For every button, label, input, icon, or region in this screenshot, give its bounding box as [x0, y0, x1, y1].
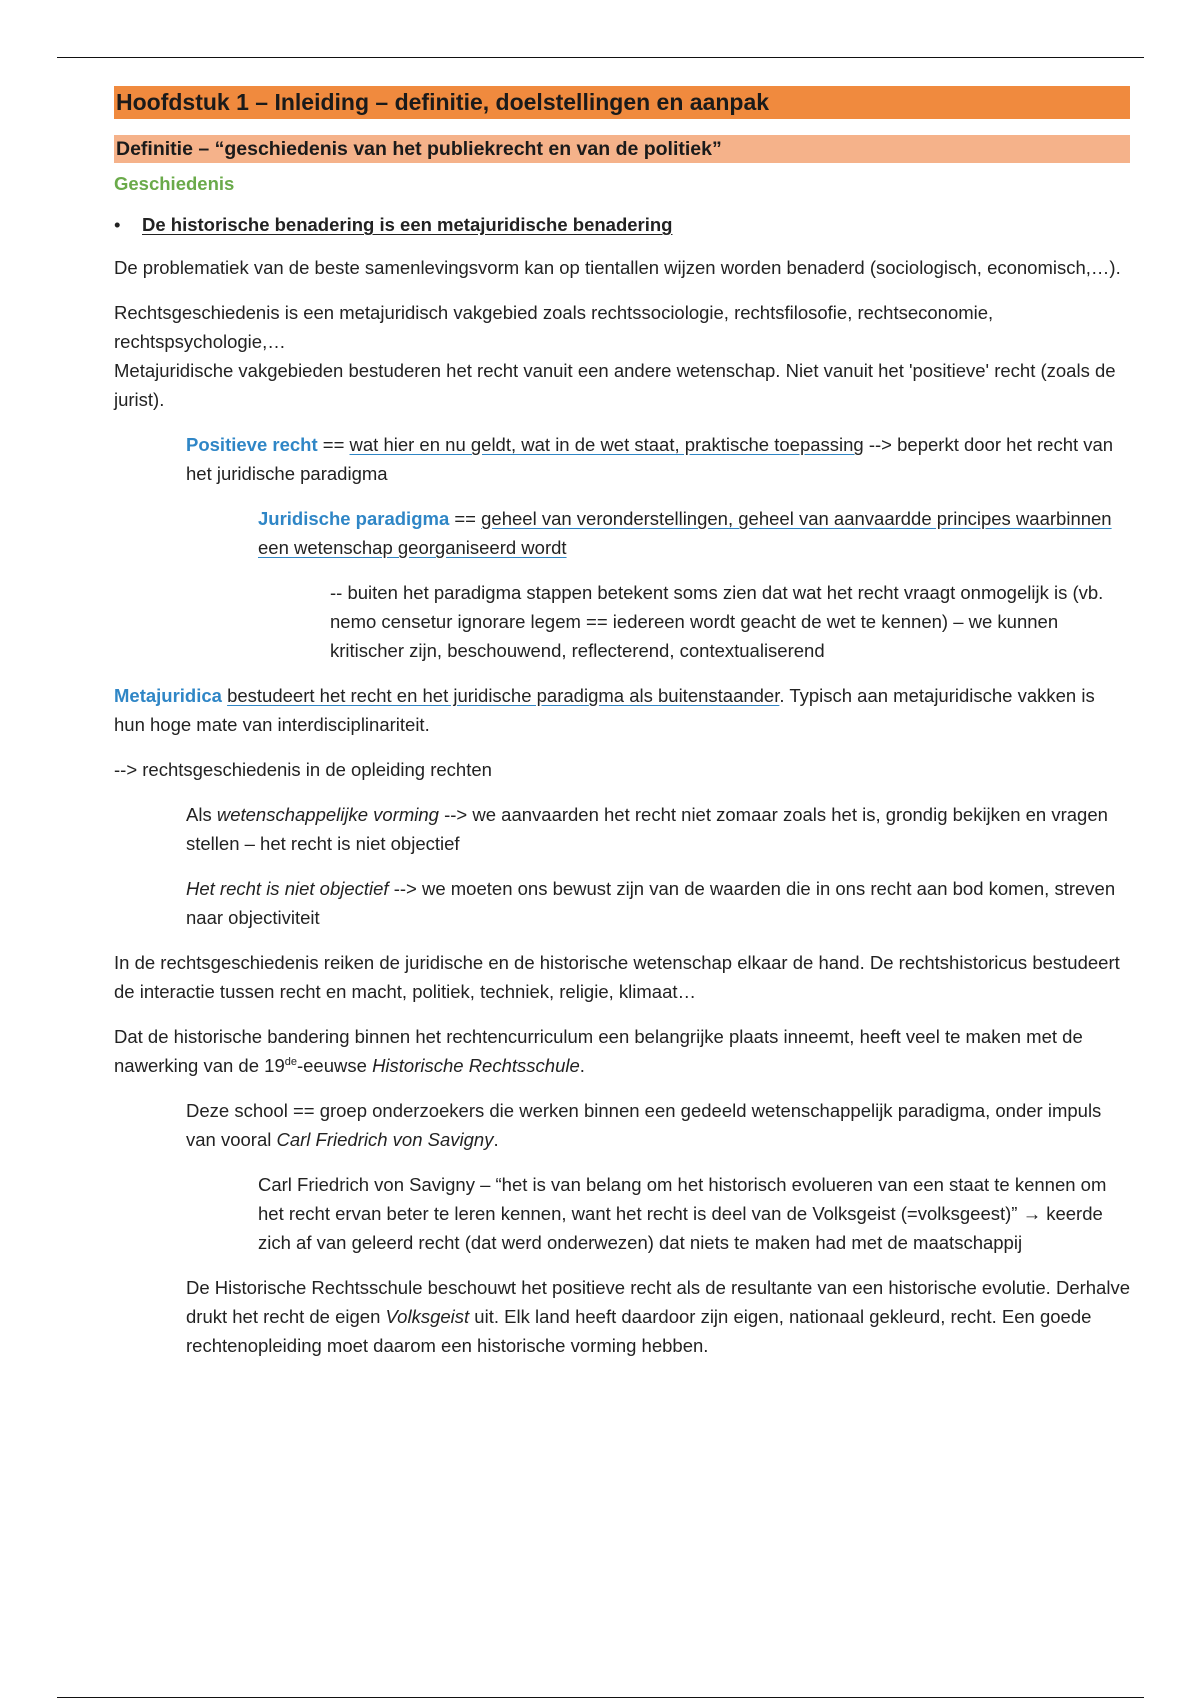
italic-run: wetenschappelijke vorming — [216, 804, 439, 825]
bottom-rule — [57, 1697, 1144, 1698]
text-run: -eeuwse — [296, 1055, 373, 1076]
document-body — [114, 86, 1130, 1376]
text-run: --> we moeten ons bewust zijn van de waarden die in ons recht aan bod komen, streven naar objectiviteit — [186, 878, 1116, 928]
bullet-text: De historische benadering is een metajuridische benadering — [142, 214, 673, 235]
paragraph-objectief — [186, 874, 1130, 932]
top-rule — [57, 57, 1144, 58]
paragraph-historische-bandering — [114, 1022, 1130, 1080]
term-juridische-paradigma: Juridische paradigma — [258, 508, 450, 529]
italic-run: Carl Friedrich von Savigny — [276, 1129, 494, 1150]
paragraph-vorming — [186, 800, 1130, 858]
term-metajuridica: Metajuridica — [114, 685, 222, 706]
definition-separator: == — [449, 508, 482, 529]
definition-juridische-paradigma — [258, 504, 1130, 562]
definition-text: bestudeert het recht en het juridische paradigma als buitenstaander — [227, 685, 780, 706]
paragraph-rechtsgeschiedenis: Rechtsgeschiedenis is een metajuridisch vakgebied zoals rechtssociologie, rechtsfilosofie, rechtseconomie, rechtspsychologie,… — [114, 302, 994, 352]
text-run: Als — [186, 804, 217, 825]
paragraph-opleiding: --> rechtsgeschiedenis in de opleiding rechten — [114, 759, 492, 780]
text-run: --> we aanvaarden het recht niet zomaar zoals het is, grondig bekijken en vragen stellen – het recht is niet objectief — [186, 804, 1108, 854]
text-run: uit. Elk land heeft daardoor zijn eigen, nationaal gekleurd, recht. Een goede rechtenopleiding moet daarom een historische vorming hebben. — [186, 1306, 1092, 1356]
section-heading: Definitie – “geschiedenis van het publiekrecht en van de politiek” — [114, 135, 1130, 163]
italic-run: Het recht is niet objectief — [186, 878, 389, 899]
text-run: Dat de historische bandering binnen het rechtencurriculum een belangrijke plaats inneemt, heeft veel te maken met de nawerking van de 19 — [114, 1026, 1083, 1076]
definition-text: geheel van veronderstellingen, geheel van aanvaardde principes waarbinnen een wetenschap georganiseerd wordt — [258, 508, 1112, 558]
paragraph-buiten-paradigma: -- buiten het paradigma stappen betekent soms zien dat wat het recht vraagt onmogelijk is (vb. nemo censetur ignorare legem == iedereen wordt geacht de wet te kennen) – we kunnen kritischer zijn, beschouwend, reflecterend, contextualiserend — [330, 582, 1104, 661]
definition-text: wat hier en nu geldt, wat in de wet staat, praktische toepassing — [349, 434, 864, 455]
text-run: . — [579, 1055, 585, 1076]
paragraph-rechtshistoricus: In de rechtsgeschiedenis reiken de juridische en de historische wetenschap elkaar de hand. De rechtshistoricus bestudeert de interactie tussen recht en macht, politiek, techniek, religie, klimaat… — [114, 952, 1120, 1002]
definition-positieve-recht — [186, 430, 1130, 488]
paragraph-deze-school — [186, 1096, 1130, 1154]
text-run: . — [493, 1129, 499, 1150]
bullet-icon: • — [114, 214, 121, 235]
definition-separator: == — [317, 434, 350, 455]
text-run: De Historische Rechtsschule beschouwt het positieve recht als de resultante van een historische evolutie. Derhalve drukt het recht de eigen — [186, 1277, 1130, 1327]
paragraph-historische-rechtsschule — [186, 1273, 1130, 1360]
definition-metajuridica — [114, 681, 1130, 739]
superscript: de — [284, 1055, 297, 1068]
chapter-heading: Hoofdstuk 1 – Inleiding – definitie, doelstellingen en aanpak — [114, 86, 1130, 119]
italic-run: Volksgeist — [385, 1306, 470, 1327]
text-run: Deze school == groep onderzoekers die werken binnen een gedeeld wetenschappelijk paradigma, onder impuls van vooral — [186, 1100, 1102, 1150]
term-positieve-recht: Positieve recht — [186, 434, 318, 455]
definition-rest: . Typisch aan metajuridische vakken is hun hoge mate van interdisciplinariteit. — [114, 685, 1095, 735]
bullet-item — [114, 211, 1130, 239]
paragraph-metajuridische-vakgebieden: Metajuridische vakgebieden bestuderen het recht vanuit een andere wetenschap. Niet vanuit het 'positieve' recht (zoals de jurist). — [114, 360, 1116, 410]
italic-run: Historische Rechtsschule — [372, 1055, 580, 1076]
subsection-heading: Geschiedenis — [114, 173, 235, 194]
paragraph-problematiek: De problematiek van de beste samenlevingsvorm kan op tientallen wijzen worden benaderd (sociologisch, economisch,…). — [114, 257, 1121, 278]
paragraph-savigny-quote: Carl Friedrich von Savigny – “het is van belang om het historisch evolueren van een staat te kennen om het recht ervan beter te leren kennen, want het recht is deel van de Volksgeist (=volksgeest)” → keerde zich af van geleerd recht (dat werd onderwezen) dat niets te maken had met de maatschappij — [258, 1174, 1107, 1253]
definition-rest: --> beperkt door het recht van het juridische paradigma — [186, 434, 1114, 484]
